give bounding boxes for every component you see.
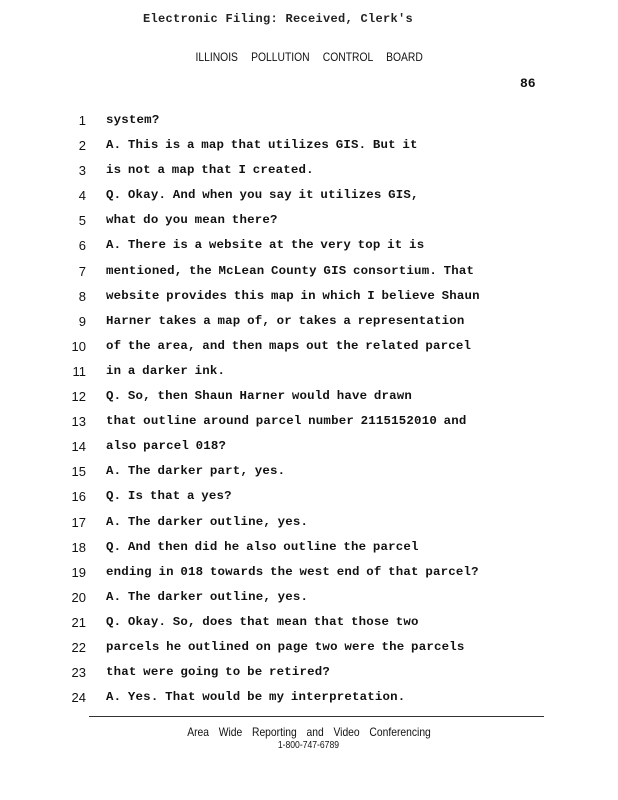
- line-text: A. Yes. That would be my interpretation.: [106, 690, 406, 705]
- line-number: 2: [78, 138, 86, 154]
- line-text: Q. And then did he also outline the parcel: [106, 539, 419, 554]
- footer-divider: [89, 716, 544, 717]
- line-text: Harner takes a map of, or takes a representation: [106, 313, 465, 328]
- line-number: 15: [71, 464, 86, 480]
- transcript-line: [0, 208, 618, 233]
- transcript-line: [0, 560, 618, 585]
- line-text: is not a map that I created.: [106, 163, 314, 178]
- line-text: of the area, and then maps out the related parcel: [106, 338, 472, 353]
- line-number: 8: [78, 288, 86, 304]
- footer-company: Area Wide Reporting and Video Conferencing: [187, 725, 431, 739]
- line-number: 18: [71, 539, 86, 555]
- line-text: Q. Is that a yes?: [106, 489, 232, 504]
- transcript-line: [0, 685, 618, 710]
- transcript-line: [0, 284, 618, 309]
- footer-phone: 1-800-747-6789: [277, 740, 340, 751]
- line-text: website provides this map in which I believe Shaun: [106, 288, 480, 303]
- line-number: 14: [71, 439, 86, 455]
- line-text: system?: [106, 113, 160, 127]
- transcript-line: [0, 459, 618, 484]
- line-text: also parcel 018?: [106, 439, 227, 454]
- line-text: Q. Okay. So, does that mean that those two: [106, 614, 419, 629]
- transcript-line: [0, 409, 618, 434]
- line-number: 7: [78, 263, 86, 279]
- transcript-line: [0, 233, 618, 258]
- line-text: A. The darker outline, yes.: [106, 589, 309, 604]
- line-number: 5: [78, 213, 86, 229]
- line-number: 12: [71, 389, 86, 405]
- line-number: 23: [71, 665, 86, 681]
- transcript-line: [0, 510, 618, 535]
- line-number: 3: [78, 163, 86, 179]
- transcript-line: [0, 309, 618, 334]
- page-number: 86: [520, 76, 536, 91]
- line-number: 19: [71, 564, 86, 580]
- line-text: A. This is a map that utilizes GIS. But it: [106, 138, 418, 153]
- line-text: A. There is a website at the very top it is: [106, 238, 425, 253]
- transcript-line: [0, 484, 618, 509]
- transcript-line: [0, 133, 618, 158]
- line-text: Q. So, then Shaun Harner would have drawn: [106, 389, 413, 404]
- line-text: that outline around parcel number 2115152010 and: [106, 414, 467, 429]
- line-text: ending in 018 towards the west end of that parcel?: [106, 564, 479, 579]
- transcript-line: [0, 359, 618, 384]
- line-number: 1: [78, 113, 86, 128]
- line-number: 13: [71, 414, 86, 430]
- line-number: 11: [72, 363, 86, 379]
- transcript-line: [0, 610, 618, 635]
- line-text: what do you mean there?: [106, 213, 278, 228]
- line-number: 10: [71, 338, 86, 354]
- line-number: 6: [78, 238, 86, 254]
- transcript-line: [0, 334, 618, 359]
- line-text: mentioned, the McLean County GIS consortium. That: [106, 263, 475, 278]
- line-text: that were going to be retired?: [106, 665, 331, 680]
- transcript-line: [0, 635, 618, 660]
- transcript-line: [0, 183, 618, 208]
- board-title: ILLINOIS POLLUTION CONTROL BOARD: [195, 50, 423, 64]
- line-text: A. The darker outline, yes.: [106, 514, 309, 529]
- line-number: 17: [71, 514, 86, 530]
- line-number: 9: [78, 313, 86, 329]
- transcript-line: [0, 434, 618, 459]
- line-text: A. The darker part, yes.: [106, 464, 286, 479]
- line-number: 16: [71, 489, 86, 505]
- transcript-line: [0, 535, 618, 560]
- transcript-line: [0, 384, 618, 409]
- transcript-line: [0, 259, 618, 284]
- line-text: Q. Okay. And when you say it utilizes GIS,: [106, 188, 419, 203]
- transcript-line: [0, 158, 618, 183]
- line-number: 20: [71, 589, 86, 605]
- line-text: in a darker ink.: [106, 363, 226, 378]
- transcript-line: [0, 108, 618, 133]
- line-number: 4: [78, 188, 86, 204]
- electronic-filing-stamp: Electronic Filing: Received, Clerk's: [143, 12, 414, 26]
- line-number: 21: [71, 614, 86, 630]
- line-number: 24: [71, 690, 86, 706]
- line-number: 22: [71, 639, 86, 655]
- transcript-line: [0, 660, 618, 685]
- transcript-line: [0, 585, 618, 610]
- transcript-body: [0, 108, 618, 710]
- line-text: parcels he outlined on page two were the parcels: [106, 639, 465, 654]
